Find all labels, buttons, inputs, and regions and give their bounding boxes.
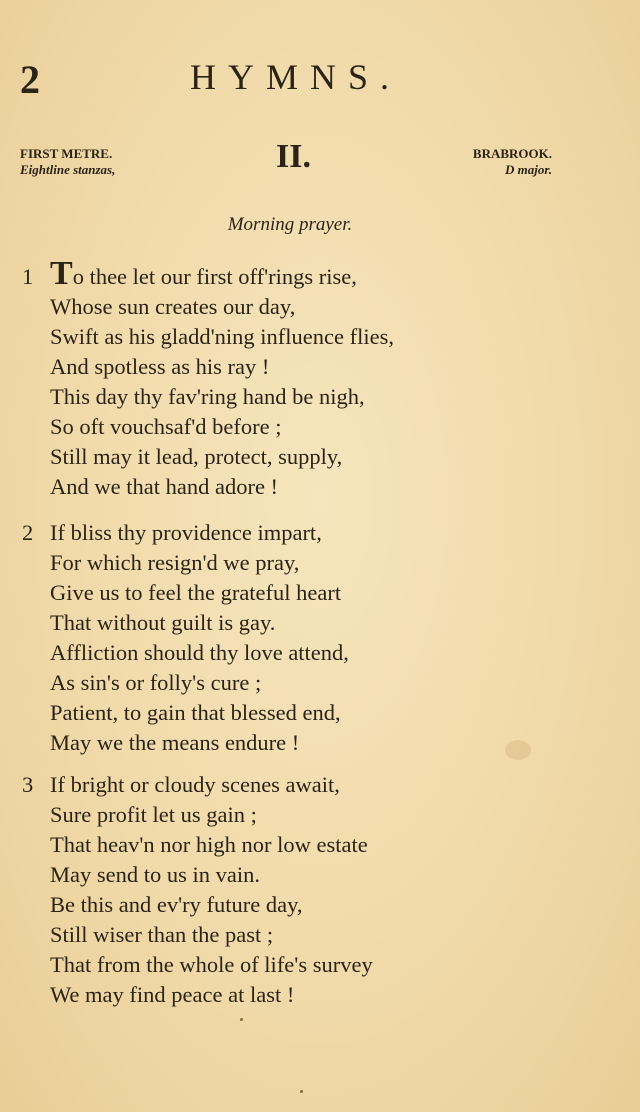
verse-line: 2 If bliss thy providence impart, <box>22 518 349 548</box>
paper-stain <box>505 740 531 760</box>
verse-line: That heav'n nor high nor low estate <box>50 832 368 857</box>
stanza-2 <box>22 518 349 758</box>
metre-info <box>20 146 115 178</box>
verse-line: That without guilt is gay. <box>50 610 276 635</box>
metre-label: FIRST METRE. <box>20 146 113 161</box>
tune-name: BRABROOK. <box>472 146 552 161</box>
verse-line: Still may it lead, protect, supply, <box>50 444 343 469</box>
verse-line: For which resign'd we pray, <box>50 550 300 575</box>
stanza-1 <box>22 255 394 502</box>
verse-line: Swift as his gladd'ning influence flies, <box>50 324 394 349</box>
verse-line: That from the whole of life's survey <box>50 952 373 977</box>
tune-info <box>473 146 552 178</box>
verse-line: 1 To thee let our first off'rings rise, <box>22 255 357 292</box>
verse-line: Sure profit let us gain ; <box>50 802 257 827</box>
verse-line: This day thy fav'ring hand be nigh, <box>50 384 365 409</box>
verse-line: So oft vouchsaf'd before ; <box>50 414 282 439</box>
stanza-number: 1 <box>22 264 34 289</box>
verse-line: Affliction should thy love attend, <box>50 640 349 665</box>
stanza-number: 3 <box>22 772 34 797</box>
page-number: 2 <box>20 57 40 102</box>
drop-cap: T <box>50 255 73 292</box>
tune-key: D major. <box>505 162 552 177</box>
hymn-number: II. <box>276 138 311 175</box>
hymn-title: Morning prayer. <box>227 214 353 235</box>
stanza-number: 2 <box>22 520 34 545</box>
verse-line: Give us to feel the grateful heart <box>50 580 342 605</box>
verse-line: And spotless as his ray ! <box>50 354 270 379</box>
verse-line: Be this and ev'ry future day, <box>50 892 303 917</box>
verse-line: 3 If bright or cloudy scenes await, <box>22 770 373 800</box>
verse-line: And we that hand adore ! <box>50 474 279 499</box>
verse-line: Whose sun creates our day, <box>50 294 296 319</box>
verse-line: As sin's or folly's cure ; <box>50 670 262 695</box>
verse-line: Still wiser than the past ; <box>50 922 274 947</box>
verse-line: May we the means endure ! <box>50 730 300 755</box>
running-title: HYMNS. <box>190 57 402 97</box>
verse-line: Patient, to gain that blessed end, <box>50 700 341 725</box>
stanza-3 <box>22 770 373 1010</box>
paper-speck <box>300 1090 303 1093</box>
verse-line: We may find peace at last ! <box>50 982 295 1007</box>
paper-speck <box>240 1018 243 1021</box>
stanza-form: Eightline stanzas, <box>20 162 116 177</box>
verse-line: May send to us in vain. <box>50 862 260 887</box>
